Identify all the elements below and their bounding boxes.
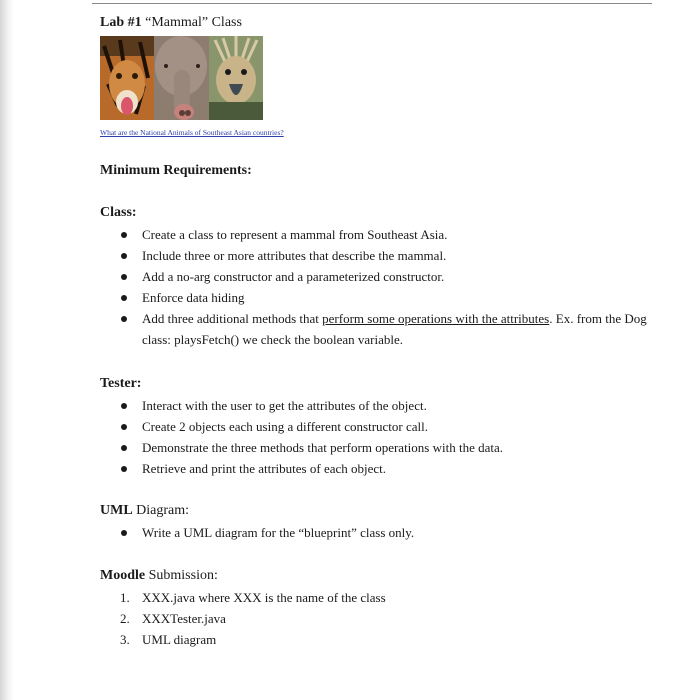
list-item-text: UML diagram: [142, 632, 217, 647]
top-divider: [92, 3, 652, 4]
list-item: [116, 458, 656, 479]
list-item-text-after: . Ex. from the Dog class: playsFetch() we check the boolean variable.: [142, 311, 647, 347]
list-item: [116, 437, 656, 458]
list-item: [116, 629, 656, 650]
list-item-text: XXXTester.java: [142, 611, 226, 626]
uml-heading-rest: Diagram:: [132, 503, 190, 518]
bullet-icon: [121, 316, 127, 322]
class-heading-label: Class:: [100, 205, 137, 220]
list-number: 1.: [120, 590, 130, 605]
moodle-heading-bold: Moodle: [100, 568, 146, 583]
list-item: [116, 587, 656, 608]
operations-link[interactable]: perform some operations with the attributes: [322, 311, 550, 326]
list-item: [116, 224, 656, 245]
list-item: [116, 416, 656, 437]
title-bold: Lab #1: [100, 15, 142, 30]
list-item-text: Write a UML diagram for the “blueprint” class only.: [142, 525, 415, 540]
list-item: [116, 266, 656, 287]
list-item-text: Add a no-arg constructor and a parameterized constructor.: [142, 269, 445, 284]
list-number: 2.: [120, 611, 130, 626]
bullet-icon: [121, 295, 127, 301]
elephant-photo: [154, 36, 209, 120]
bullet-icon: [121, 403, 127, 409]
bullet-icon: [121, 232, 127, 238]
tiger-photo: [100, 36, 154, 120]
page-edge-shadow: [0, 0, 14, 700]
class-heading: [100, 204, 137, 222]
list-item: [116, 287, 656, 308]
list-item-text: Create a class to represent a mammal from Southeast Asia.: [142, 227, 448, 242]
national-animals-link[interactable]: What are the National Animals of Southeast Asian countries?: [100, 128, 284, 137]
uml-heading-bold: UML: [100, 503, 133, 518]
bullet-icon: [121, 424, 127, 430]
uml-heading: [100, 502, 189, 520]
list-item: [116, 308, 656, 350]
min-requirements-label: Minimum Requirements:: [100, 163, 252, 178]
page-title: [100, 14, 242, 32]
moodle-heading: [100, 567, 218, 585]
min-requirements-heading: [100, 162, 252, 180]
eagle-photo: [209, 36, 263, 120]
tester-heading-label: Tester:: [100, 376, 142, 391]
list-item-text: Include three or more attributes that describe the mammal.: [142, 248, 447, 263]
title-rest: “Mammal” Class: [141, 15, 242, 30]
tester-heading: [100, 375, 141, 393]
list-item-text: Retrieve and print the attributes of each object.: [142, 461, 387, 476]
bullet-icon: [121, 530, 127, 536]
class-requirements-list: [116, 224, 656, 350]
animal-photo-collage: [100, 36, 263, 120]
list-item-text: Interact with the user to get the attributes of the object.: [142, 398, 427, 413]
bullet-icon: [121, 466, 127, 472]
list-item: [116, 608, 656, 629]
list-item-text: Demonstrate the three methods that perform operations with the data.: [142, 440, 503, 455]
list-item-text-before: Add three additional methods that: [142, 311, 323, 326]
list-number: 3.: [120, 632, 130, 647]
tester-requirements-list: [116, 395, 656, 479]
list-item: [116, 395, 656, 416]
uml-requirements-list: [116, 522, 656, 543]
list-item: [116, 522, 656, 543]
moodle-heading-rest: Submission:: [145, 568, 218, 583]
bullet-icon: [121, 274, 127, 280]
list-item-text: Enforce data hiding: [142, 290, 245, 305]
list-item-text: XXX.java where XXX is the name of the class: [142, 590, 386, 605]
bullet-icon: [121, 445, 127, 451]
list-item-text: Create 2 objects each using a different constructor call.: [142, 419, 429, 434]
list-item: [116, 245, 656, 266]
submission-list: [116, 587, 656, 650]
bullet-icon: [121, 253, 127, 259]
